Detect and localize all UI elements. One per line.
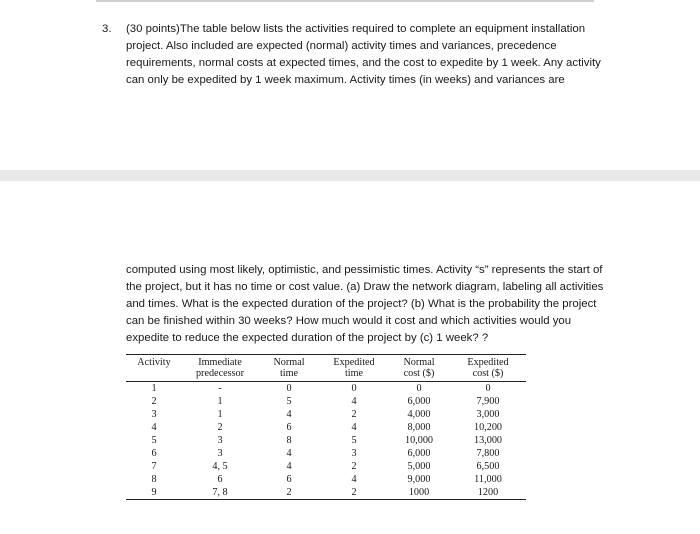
cell-activity: 3: [151, 409, 157, 420]
cell-normal-cost: 6,000: [407, 396, 431, 407]
table-row: [126, 421, 526, 434]
problem-text-part2: computed using most likely, optimistic, and pessimistic times. Activity “s” represents the start of the project, but it has no time or cost value. (a) Draw the network diagram, labeling all activities and times. What is the expected duration of the project? (b) What is the probability the project can be finished within 30 weeks? How much would it cost and which activities would you expedite to reduce the expected duration of the project by (c) 1 week? ?: [126, 264, 604, 344]
table-row: [126, 460, 526, 473]
cell-normal-cost: 5,000: [407, 461, 431, 472]
cell-expedited-time: 4: [351, 474, 357, 485]
cell-predecessor: 4, 5: [212, 461, 228, 472]
table-row: [126, 382, 526, 396]
cell-expedited-cost: 11,000: [474, 474, 502, 485]
cell-activity: 7: [151, 461, 157, 472]
cell-expedited-cost: 6,500: [476, 461, 500, 472]
table-row: [126, 395, 526, 408]
cell-activity: 6: [151, 448, 157, 459]
cell-normal-time: 6: [286, 422, 292, 433]
table-row: [126, 434, 526, 447]
cell-normal-cost: 8,000: [407, 422, 431, 433]
cell-predecessor: 3: [217, 435, 223, 446]
cell-normal-cost: 9,000: [407, 474, 431, 485]
problem-statement: [102, 21, 612, 89]
header-expedited-time: Expedited time: [320, 355, 388, 382]
cell-expedited-cost: 7,900: [476, 396, 500, 407]
cell-expedited-cost: 1200: [450, 486, 526, 500]
header-activity: Activity: [126, 355, 182, 382]
cell-normal-cost: 1000: [388, 486, 450, 500]
cell-expedited-cost: 7,800: [476, 448, 500, 459]
table-row: [126, 473, 526, 486]
table-header-row: [126, 355, 526, 382]
cell-activity: 5: [151, 435, 157, 446]
cell-normal-time: 5: [286, 396, 292, 407]
cell-normal-cost: 10,000: [404, 435, 433, 446]
cell-activity: 4: [151, 422, 157, 433]
header-predecessor: Immediate predecessor: [182, 355, 258, 382]
table-row: [126, 486, 526, 500]
cell-normal-time: 4: [286, 448, 292, 459]
page-2: [0, 181, 700, 534]
cell-normal-time: 0: [286, 383, 292, 394]
cell-expedited-time: 0: [351, 383, 357, 394]
cell-predecessor: -: [218, 383, 222, 394]
cell-normal-time: 6: [286, 474, 292, 485]
table-row: [126, 408, 526, 421]
cell-expedited-time: 3: [351, 448, 357, 459]
page-1: [0, 0, 700, 170]
cell-normal-time: 2: [258, 486, 320, 500]
cell-normal-cost: 6,000: [407, 448, 431, 459]
cell-expedited-time: 4: [351, 422, 357, 433]
cell-normal-time: 4: [286, 461, 292, 472]
problem-number: 3.: [102, 23, 112, 35]
cell-normal-cost: 0: [416, 383, 422, 394]
table-row: [126, 447, 526, 460]
header-normal-cost: Normal cost ($): [388, 355, 450, 382]
cell-expedited-time: 2: [351, 461, 357, 472]
page-gap: [0, 170, 700, 181]
header-expedited-cost: Expedited cost ($): [450, 355, 526, 382]
activity-table: [126, 354, 526, 500]
cell-expedited-cost: 10,200: [473, 422, 502, 433]
cell-predecessor: 1: [217, 409, 223, 420]
cell-predecessor: 2: [217, 422, 223, 433]
cell-predecessor: 7, 8: [182, 486, 258, 500]
cell-predecessor: 1: [217, 396, 223, 407]
problem-text-part1: (30 points)The table below lists the activities required to complete an equipment installation project. Also included are expected (normal) activity times and variances, precedence requirements, normal costs at expected times, and the cost to expedite by 1 week. Any activity can only be expedited by 1 week maximum. Activity times (in weeks) and variances are: [126, 23, 601, 86]
cell-predecessor: 3: [217, 448, 223, 459]
cell-activity: 1: [151, 383, 157, 394]
cell-activity: 9: [126, 486, 182, 500]
cell-expedited-time: 4: [351, 396, 357, 407]
cell-expedited-cost: 0: [485, 383, 491, 394]
cell-normal-time: 8: [286, 435, 292, 446]
cell-expedited-cost: 13,000: [473, 435, 502, 446]
cell-expedited-time: 5: [351, 435, 357, 446]
cell-normal-cost: 4,000: [407, 409, 431, 420]
top-rule: [96, 0, 594, 2]
cell-expedited-time: 2: [351, 409, 357, 420]
cell-normal-time: 4: [286, 409, 292, 420]
cell-activity: 8: [151, 474, 157, 485]
cell-expedited-cost: 3,000: [476, 409, 500, 420]
cell-activity: 2: [151, 396, 157, 407]
cell-expedited-time: 2: [320, 486, 388, 500]
cell-predecessor: 6: [217, 474, 223, 485]
header-normal-time: Normal time: [258, 355, 320, 382]
